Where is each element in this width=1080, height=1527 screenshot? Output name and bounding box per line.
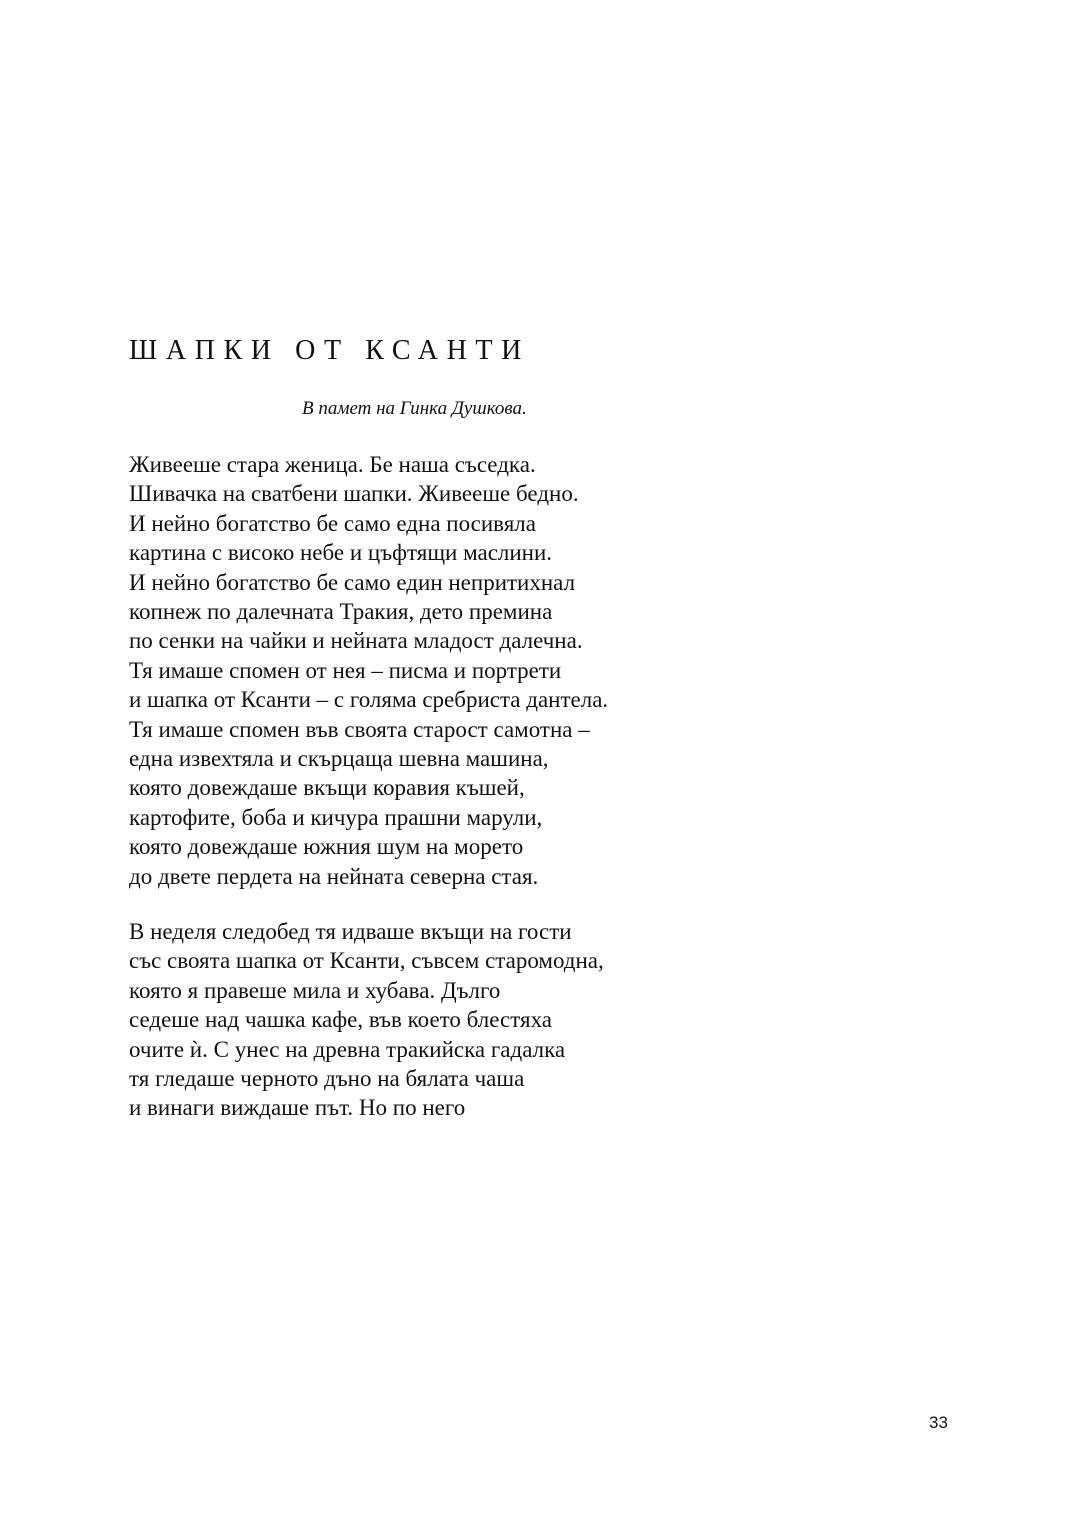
- poem-line: Тя имаше спомен във своята старост самотна –: [129, 716, 590, 742]
- poem-line: Шивачка на сватбени шапки. Живееше бедно.: [129, 481, 579, 507]
- page-number: 33: [929, 1413, 948, 1432]
- poem-dedication: В памет на Гинка Душкова.: [302, 398, 527, 419]
- poem-line: Живееше стара женица. Бе наша съседка.: [129, 452, 536, 477]
- poem-line: картина с високо небе и цъфтящи маслини.: [129, 540, 553, 566]
- poem-line: И нейно богатство бе само една посивяла: [129, 510, 536, 536]
- poem-line: седеше над чашка кафе, във което блестяха: [129, 1007, 552, 1033]
- stanza-1: [129, 450, 608, 891]
- poem-line: Тя имаше спомен от нея – писма и портрети: [129, 657, 562, 683]
- stanza-2: [129, 917, 604, 1123]
- poem-line: и винаги виждаше път. Но по него: [129, 1095, 466, 1121]
- poem-line: по сенки на чайки и нейната младост далечна.: [129, 628, 583, 654]
- poem-line: В неделя следобед тя идваше вкъщи на гости: [129, 919, 572, 944]
- poem-title: ШАПКИ ОТ КСАНТИ: [129, 335, 530, 366]
- poem-line: която я правеше мила и хубава. Дълго: [129, 977, 501, 1003]
- poem-line: една извехтяла и скърцаща шевна машина,: [129, 746, 549, 772]
- poem-line: със своята шапка от Ксанти, съвсем старомодна,: [129, 948, 604, 974]
- poem-line: картофите, боба и кичура прашни марули,: [129, 804, 543, 830]
- poem-line: И нейно богатство бе само един непритихнал: [129, 569, 576, 595]
- poem-line: която довеждаше вкъщи коравия къшей,: [129, 775, 525, 801]
- poem-line: копнеж по далечната Тракия, дето премина: [129, 599, 553, 625]
- poem-line: тя гледаше черното дъно на бялата чаша: [129, 1066, 525, 1092]
- poem-line: очите ѝ. С унес на древна тракийска гадалка: [129, 1036, 566, 1062]
- poem-line: до двете пердета на нейната северна стая.: [129, 863, 539, 889]
- poem-line: и шапка от Ксанти – с голяма сребриста дантела.: [129, 687, 609, 713]
- poem-line: която довеждаше южния шум на морето: [129, 834, 524, 860]
